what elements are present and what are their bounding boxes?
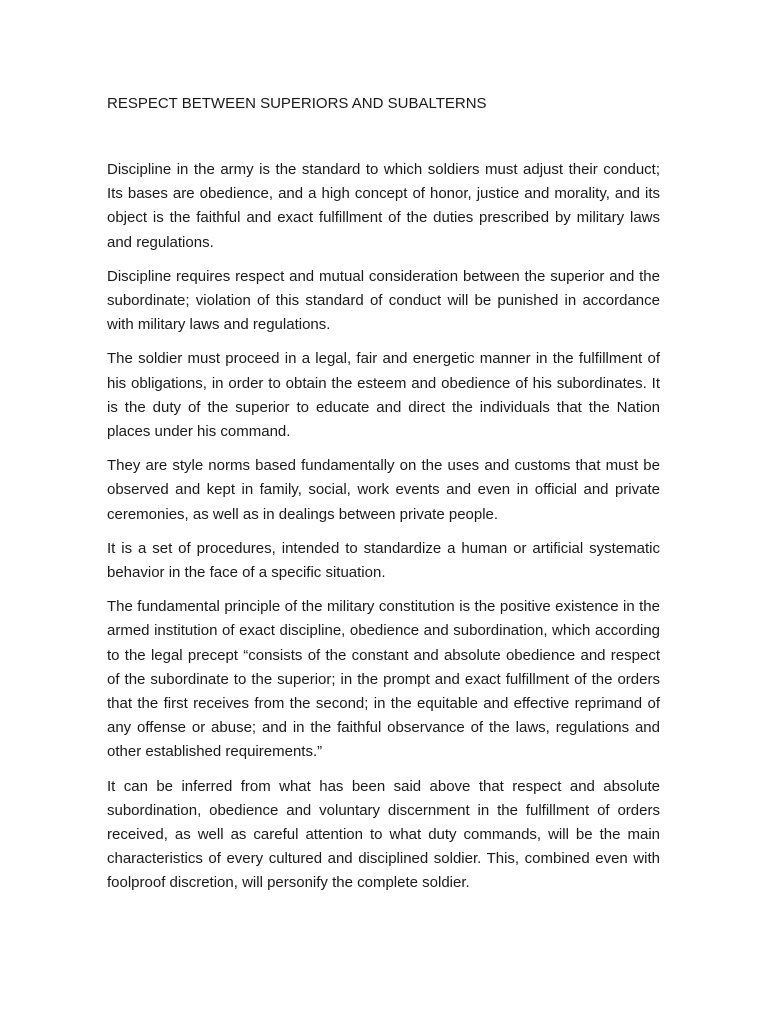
paragraph-soldier-conduct: The soldier must proceed in a legal, fair and energetic manner in the fulfillment of his obligations, in order to obtain the esteem and obedience of his subordinates. It is the duty of the superior to educate and direct the individuals that the Nation places under his command. [107, 350, 660, 441]
paragraph-fundamental-principle: The fundamental principle of the military constitution is the positive existence in the armed institution of exact discipline, obedience and subordination, which according to the legal precept “consists of the constant and absolute obedience and respect of the subordinate to the superior; in the prompt and exact fulfillment of the orders that the first receives from the second; in the equitable and effective reprimand of any offense or abuse; and in the faithful observance of the laws, regulations and other established requirements.” [107, 598, 660, 761]
document-title: RESPECT BETWEEN SUPERIORS AND SUBALTERNS [107, 95, 487, 112]
paragraph-discipline-definition: Discipline in the army is the standard to which soldiers must adjust their conduct; Its bases are obedience, and a high concept of honor, justice and morality, and its object is the faithful and exact fulfillment of the duties prescribed by military laws and regulations. [107, 161, 660, 251]
paragraph-procedures: It is a set of procedures, intended to standardize a human or artificial systematic behavior in the face of a specific situation. [107, 539, 660, 582]
paragraph-mutual-respect: Discipline requires respect and mutual consideration between the superior and the subordinate; violation of this standard of conduct will be punished in accordance with military laws and regulations. [107, 267, 660, 334]
document-body [107, 94, 660, 906]
paragraph-conclusion: It can be inferred from what has been said above that respect and absolute subordination, obedience and voluntary discernment in the fulfillment of orders received, as well as careful attention to what duty commands, will be the main characteristics of every cultured and disciplined soldier. This, combined even with foolproof discretion, will personify the complete soldier. [107, 777, 660, 892]
paragraph-style-norms: They are style norms based fundamentally on the uses and customs that must be observed and kept in family, social, work events and even in official and private ceremonies, as well as in dealings between private people. [107, 457, 660, 523]
